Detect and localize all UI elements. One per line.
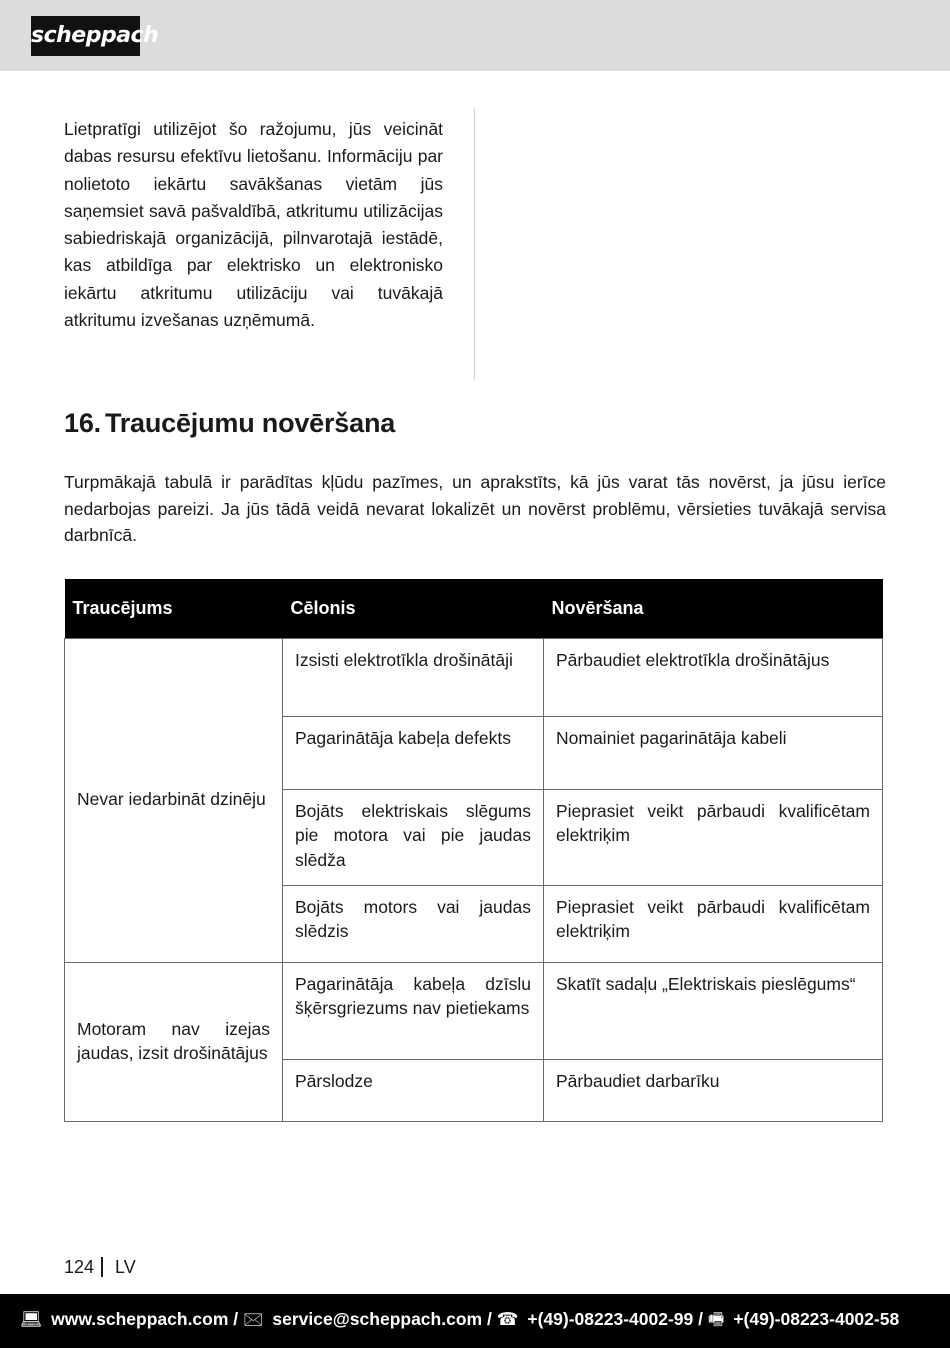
page-number xyxy=(64,1257,136,1278)
remedy-cell: Nomainiet pagarinātāja kabeli xyxy=(544,716,883,789)
cause-cell: Izsisti elektrotīkla drošinātāji xyxy=(283,638,544,716)
remedy-cell: Pieprasiet veikt pārbaudi kvalificētam elektriķim xyxy=(544,789,883,885)
cause-cell: Pagarinātāja kabeļa dzīslu šķērsgriezums nav pietiekams xyxy=(283,962,544,1059)
remedy-cell: Skatīt sadaļu „Elektriskais pieslēgums“ xyxy=(544,962,883,1059)
footer-band xyxy=(0,1294,950,1348)
language-code: LV xyxy=(115,1257,136,1277)
page-number-separator xyxy=(101,1257,103,1277)
table-row xyxy=(65,638,883,716)
section-intro: Turpmākajā tabulā ir parādītas kļūdu pazīmes, un aprakstīts, kā jūs varat tās novērst, ja jūsu ierīce nedarbojas pareizi. Ja jūs tādā veidā nevarat lokalizēt un novērst problēmu, vērsieties tuvākajā servisa darbnīcā. xyxy=(64,472,886,545)
header-remedy: Novēršana xyxy=(544,579,883,638)
fault-cell: Nevar iedarbināt dzinēju xyxy=(65,638,283,962)
mail-icon: 🖂︎ xyxy=(243,1309,264,1329)
table-row xyxy=(65,962,883,1059)
fault-cell: Motoram nav izejas jaudas, izsit drošinātājus xyxy=(65,962,283,1121)
page-number-value: 124 xyxy=(64,1257,95,1277)
header-fault: Traucējums xyxy=(65,579,283,638)
header-band xyxy=(0,0,950,71)
footer-separator: / xyxy=(233,1309,239,1329)
intro-paragraph: Lietpratīgi utilizējot šo ražojumu, jūs veicināt dabas resursu efektīvu lietošanu. Informāciju par nolietoto iekārtu savākšanas vietām jūs saņemsiet savā pašvaldībā, atkritumu utilizācijas sabiedriskajā organizācijā, pilnvarotajā iestādē, kas atbildīga par elektrisko un elektronisko iekārtu atkritumu utilizāciju vai tuvākajā atkritumu izvešanas uzņēmumā. xyxy=(64,119,443,331)
column-divider xyxy=(474,108,475,380)
footer-web-link[interactable]: www.scheppach.com xyxy=(51,1309,229,1329)
troubleshooting-table xyxy=(64,579,883,1122)
footer-separator: / xyxy=(486,1309,492,1329)
header-cause: Cēlonis xyxy=(283,579,544,638)
computer-icon: 💻︎ xyxy=(20,1309,43,1329)
fax-icon: 🖷︎ xyxy=(707,1309,725,1329)
cause-cell: Pārslodze xyxy=(283,1059,544,1121)
cause-cell: Pagarinātāja kabeļa defekts xyxy=(283,716,544,789)
remedy-cell: Pārbaudiet elektrotīkla drošinātājus xyxy=(544,638,883,716)
footer-phone: +(49)-08223-4002-99 xyxy=(527,1309,694,1329)
footer-separator: / xyxy=(698,1309,704,1329)
remedy-cell: Pieprasiet veikt pārbaudi kvalificētam elektriķim xyxy=(544,885,883,962)
remedy-cell: Pārbaudiet darbarīku xyxy=(544,1059,883,1121)
footer-fax: +(49)-08223-4002-58 xyxy=(733,1309,900,1329)
section-number: 16. xyxy=(64,408,101,438)
table-header-row xyxy=(65,579,883,638)
section-title: Traucējumu novēršana xyxy=(104,408,396,438)
cause-cell: Bojāts motors vai jaudas slēdzis xyxy=(283,885,544,962)
scheppach-logo: scheppach xyxy=(31,16,140,56)
cause-cell: Bojāts elektriskais slēgums pie motora vai pie jaudas slēdža xyxy=(283,789,544,885)
phone-icon: ☎︎ xyxy=(496,1309,519,1329)
section-heading xyxy=(64,408,395,439)
footer-email-link[interactable]: service@scheppach.com xyxy=(272,1309,483,1329)
